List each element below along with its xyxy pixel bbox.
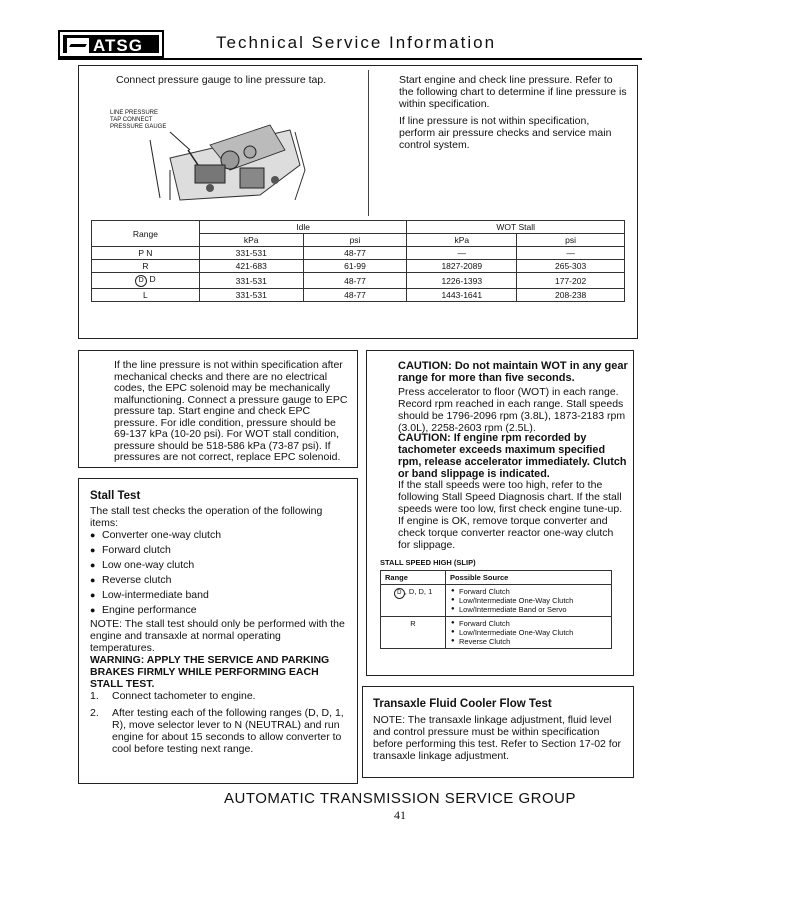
cell-wot-kpa: 1827-2089 bbox=[407, 260, 517, 273]
stall-test-warning: WARNING: APPLY THE SERVICE AND PARKING BRAKES FIRMLY WHILE PERFORMING EACH STALL TEST. bbox=[90, 654, 330, 690]
col-idle-header: Idle bbox=[199, 221, 407, 234]
list-item: ● Converter one-way clutch bbox=[88, 528, 338, 543]
list-item: ● Reverse clutch bbox=[88, 573, 338, 588]
cell-range: D , D, D, 1 bbox=[381, 585, 446, 617]
cell-wot-kpa: 1226-1393 bbox=[407, 273, 517, 289]
table-row bbox=[92, 289, 625, 302]
diagram-label: LINE PRESSURE TAP CONNECT PRESSURE GAUGE bbox=[110, 110, 167, 130]
subheader-psi: psi bbox=[517, 234, 625, 247]
cell-wot-kpa: 1443-1641 bbox=[407, 289, 517, 302]
subheader-psi: psi bbox=[303, 234, 407, 247]
stall-test-items bbox=[88, 528, 338, 618]
table-row bbox=[381, 585, 612, 617]
cell-idle-psi: 48-77 bbox=[303, 289, 407, 302]
cell-source bbox=[446, 585, 612, 617]
col-wot-header: WOT Stall bbox=[407, 221, 625, 234]
atsg-logo bbox=[58, 30, 164, 58]
epc-solenoid-text: If the line pressure is not within specification after mechanical checks and there are no electrical codes, the EPC solenoid may be mechanically malfunctioning. Connect a pressure gauge to EPC pressure tap. Start engine and check EPC pressure. For idle condition, pressure should be 69-137 kPa (10-20 psi). For WOT stall condition, pressure should be 518-586 kPa (73-87 psi). If pressures are not correct, replace EPC solenoid. bbox=[114, 359, 348, 463]
table-row bbox=[92, 260, 625, 273]
cell-source bbox=[446, 617, 612, 649]
cell-wot-psi: — bbox=[517, 247, 625, 260]
stall-test-title: Stall Test bbox=[90, 490, 141, 502]
cell-range: L bbox=[92, 289, 200, 302]
list-item: ● Low/Intermediate One-Way Clutch bbox=[450, 628, 607, 637]
cell-idle-psi: 61-99 bbox=[303, 260, 407, 273]
footer-org: AUTOMATIC TRANSMISSION SERVICE GROUP bbox=[224, 790, 576, 807]
cell-idle-psi: 48-77 bbox=[303, 273, 407, 289]
cooler-flow-title: Transaxle Fluid Cooler Flow Test bbox=[373, 698, 552, 710]
cell-range: D D bbox=[92, 273, 200, 289]
cell-wot-kpa: — bbox=[407, 247, 517, 260]
connect-gauge-text: Connect pressure gauge to line pressure tap. bbox=[116, 74, 327, 86]
stall-test-intro: The stall test checks the operation of the following items: bbox=[90, 505, 323, 529]
cell-range: R bbox=[92, 260, 200, 273]
press-accelerator-text: Press accelerator to floor (WOT) in each range. Record rpm reached in each range. Stall speeds should be 1796-2096 rpm (3.8L), 1873-2183 rpm (3.0L), 2258-2603 rpm (2.5L). bbox=[398, 386, 626, 434]
logo-mark-icon bbox=[67, 38, 89, 54]
col-source-header: Possible Source bbox=[446, 571, 612, 585]
page-title: Technical Service Information bbox=[216, 33, 497, 52]
step-2-text: After testing each of the following ranges (D, D, 1, R), move selector lever to N (NEUTRAL) and run engine for about 15 seconds to allow converter to cool before testing next range. bbox=[112, 707, 344, 755]
line-pressure-table bbox=[91, 220, 625, 302]
stall-test-note: NOTE: The stall test should only be performed with the engine and transaxle at normal operating temperatures. bbox=[90, 618, 345, 654]
list-item: ● Forward Clutch bbox=[450, 619, 607, 628]
cell-idle-kpa: 331-531 bbox=[199, 289, 303, 302]
stall-speed-table-title: STALL SPEED HIGH (SLIP) bbox=[380, 558, 476, 567]
check-line-pressure-text: Start engine and check line pressure. Refer to the following chart to determine if line pressure is within specification. bbox=[399, 74, 627, 110]
step-1-text: Connect tachometer to engine. bbox=[112, 690, 256, 702]
caution-rpm: CAUTION: If engine rpm recorded by tachometer exceeds maximum specified rpm, release accelerator immediately. Clutch or band slippage is indicated. bbox=[398, 432, 627, 480]
step-number: 2. bbox=[90, 707, 99, 719]
logo-text: ATSG bbox=[93, 36, 143, 55]
line-pressure-not-in-spec-text: If line pressure is not within specification, perform air pressure checks and service main control system. bbox=[399, 115, 612, 151]
stall-speed-table bbox=[380, 570, 612, 649]
cell-idle-kpa: 331-531 bbox=[199, 273, 303, 289]
list-item: ● Reverse Clutch bbox=[450, 637, 607, 646]
column-divider bbox=[368, 70, 369, 216]
cell-range: P N bbox=[92, 247, 200, 260]
col-range-header: Range bbox=[92, 221, 200, 247]
list-item: ● Engine performance bbox=[88, 603, 338, 618]
overdrive-circle-icon: D bbox=[394, 588, 405, 599]
cell-idle-psi: 48-77 bbox=[303, 247, 407, 260]
cell-idle-kpa: 421-683 bbox=[199, 260, 303, 273]
cell-wot-psi: 208-238 bbox=[517, 289, 625, 302]
table-row bbox=[92, 273, 625, 289]
header-divider bbox=[58, 58, 642, 60]
cell-wot-psi: 177-202 bbox=[517, 273, 625, 289]
line-pressure-tap-diagram bbox=[110, 110, 330, 205]
stall-speed-diagnosis-text: If the stall speeds were too high, refer to the following Stall Speed Diagnosis chart. If the stall speeds were too low, first check engine tune-up. If engine is OK, remove torque converter and check torque converter reactor one-way clutch for slippage. bbox=[398, 479, 623, 551]
col-range-header: Range bbox=[381, 571, 446, 585]
page-number: 41 bbox=[394, 808, 406, 822]
cell-range: R bbox=[381, 617, 446, 649]
cooler-flow-note: NOTE: The transaxle linkage adjustment, fluid level and control pressure must be within specification before performing this test. Refer to Section 17-02 for transaxle linkage adjustment. bbox=[373, 714, 622, 762]
list-item: ● Low-intermediate band bbox=[88, 588, 338, 603]
list-item: ● Low one-way clutch bbox=[88, 558, 338, 573]
list-item: ● Low/Intermediate Band or Servo bbox=[450, 605, 607, 614]
overdrive-circle-icon: D bbox=[135, 275, 147, 287]
list-item: ● Forward Clutch bbox=[450, 587, 607, 596]
subheader-kpa: kPa bbox=[407, 234, 517, 247]
cell-idle-kpa: 331-531 bbox=[199, 247, 303, 260]
table-row bbox=[92, 247, 625, 260]
list-item: ● Low/Intermediate One-Way Clutch bbox=[450, 596, 607, 605]
subheader-kpa: kPa bbox=[199, 234, 303, 247]
caution-wot: CAUTION: Do not maintain WOT in any gear range for more than five seconds. bbox=[398, 360, 628, 384]
list-item: ● Forward clutch bbox=[88, 543, 338, 558]
cell-wot-psi: 265-303 bbox=[517, 260, 625, 273]
step-number: 1. bbox=[90, 690, 99, 702]
table-row bbox=[381, 617, 612, 649]
